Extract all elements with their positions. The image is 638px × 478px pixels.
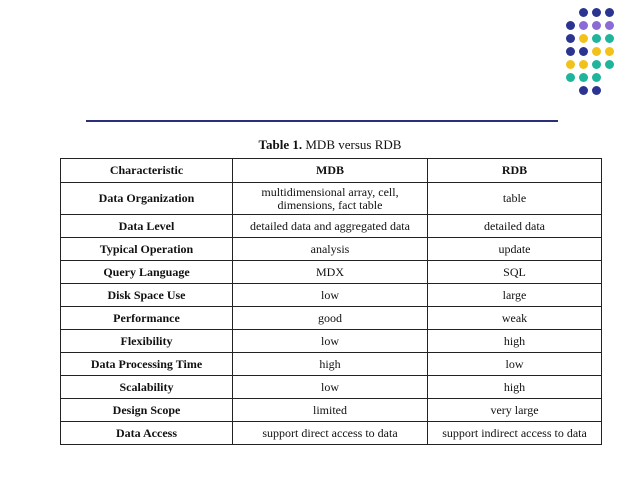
mdb-cell: low xyxy=(233,330,428,353)
table-row xyxy=(61,284,602,307)
rdb-cell: update xyxy=(428,238,602,261)
decorative-dot xyxy=(592,21,601,30)
table-row xyxy=(61,183,602,215)
decorative-dot xyxy=(579,34,588,43)
characteristic-cell: Performance xyxy=(61,307,233,330)
characteristic-cell: Data Level xyxy=(61,215,233,238)
table-caption-label: Table 1. xyxy=(258,137,303,152)
mdb-cell: multidimensional array, cell, dimensions, fact table xyxy=(233,183,428,215)
mdb-cell: low xyxy=(233,284,428,307)
characteristic-cell: Data Access xyxy=(61,422,233,445)
decorative-dot xyxy=(592,86,601,95)
mdb-cell: limited xyxy=(233,399,428,422)
decorative-dot-grid xyxy=(566,8,632,104)
mdb-cell: MDX xyxy=(233,261,428,284)
characteristic-cell: Flexibility xyxy=(61,330,233,353)
table-row xyxy=(61,261,602,284)
characteristic-cell: Query Language xyxy=(61,261,233,284)
column-header-mdb: MDB xyxy=(233,159,428,183)
rdb-cell: large xyxy=(428,284,602,307)
rdb-cell: SQL xyxy=(428,261,602,284)
decorative-dot xyxy=(579,86,588,95)
mdb-cell: low xyxy=(233,376,428,399)
decorative-dot xyxy=(605,60,614,69)
comparison-table xyxy=(60,158,602,445)
rdb-cell: high xyxy=(428,376,602,399)
table-header-row xyxy=(61,159,602,183)
decorative-dot xyxy=(579,73,588,82)
decorative-dot xyxy=(592,47,601,56)
decorative-dot xyxy=(566,60,575,69)
decorative-dot xyxy=(605,21,614,30)
decorative-dot xyxy=(579,47,588,56)
mdb-cell: detailed data and aggregated data xyxy=(233,215,428,238)
characteristic-cell: Scalability xyxy=(61,376,233,399)
table-caption xyxy=(60,137,600,153)
table-row xyxy=(61,376,602,399)
table-row xyxy=(61,330,602,353)
column-header-characteristic: Characteristic xyxy=(61,159,233,183)
decorative-dot xyxy=(566,34,575,43)
mdb-cell: good xyxy=(233,307,428,330)
characteristic-cell: Data Organization xyxy=(61,183,233,215)
decorative-dot xyxy=(592,8,601,17)
decorative-dot xyxy=(566,21,575,30)
mdb-cell: high xyxy=(233,353,428,376)
characteristic-cell: Typical Operation xyxy=(61,238,233,261)
mdb-cell: support direct access to data xyxy=(233,422,428,445)
table-row xyxy=(61,353,602,376)
characteristic-cell: Data Processing Time xyxy=(61,353,233,376)
decorative-dot xyxy=(605,34,614,43)
decorative-dot xyxy=(592,34,601,43)
decorative-dot xyxy=(592,60,601,69)
decorative-dot xyxy=(579,8,588,17)
rdb-cell: table xyxy=(428,183,602,215)
table-row xyxy=(61,215,602,238)
decorative-dot xyxy=(592,73,601,82)
table-row xyxy=(61,422,602,445)
rdb-cell: weak xyxy=(428,307,602,330)
rdb-cell: detailed data xyxy=(428,215,602,238)
decorative-dot xyxy=(579,60,588,69)
decorative-dot xyxy=(566,73,575,82)
decorative-dot xyxy=(605,47,614,56)
decorative-dot xyxy=(566,47,575,56)
table-row xyxy=(61,307,602,330)
table-row xyxy=(61,238,602,261)
table-row xyxy=(61,399,602,422)
column-header-rdb: RDB xyxy=(428,159,602,183)
rdb-cell: support indirect access to data xyxy=(428,422,602,445)
mdb-cell: analysis xyxy=(233,238,428,261)
rdb-cell: very large xyxy=(428,399,602,422)
characteristic-cell: Disk Space Use xyxy=(61,284,233,307)
characteristic-cell: Design Scope xyxy=(61,399,233,422)
title-rule xyxy=(86,120,558,122)
rdb-cell: high xyxy=(428,330,602,353)
decorative-dot xyxy=(605,8,614,17)
decorative-dot xyxy=(579,21,588,30)
rdb-cell: low xyxy=(428,353,602,376)
table-caption-text: MDB versus RDB xyxy=(302,137,402,152)
